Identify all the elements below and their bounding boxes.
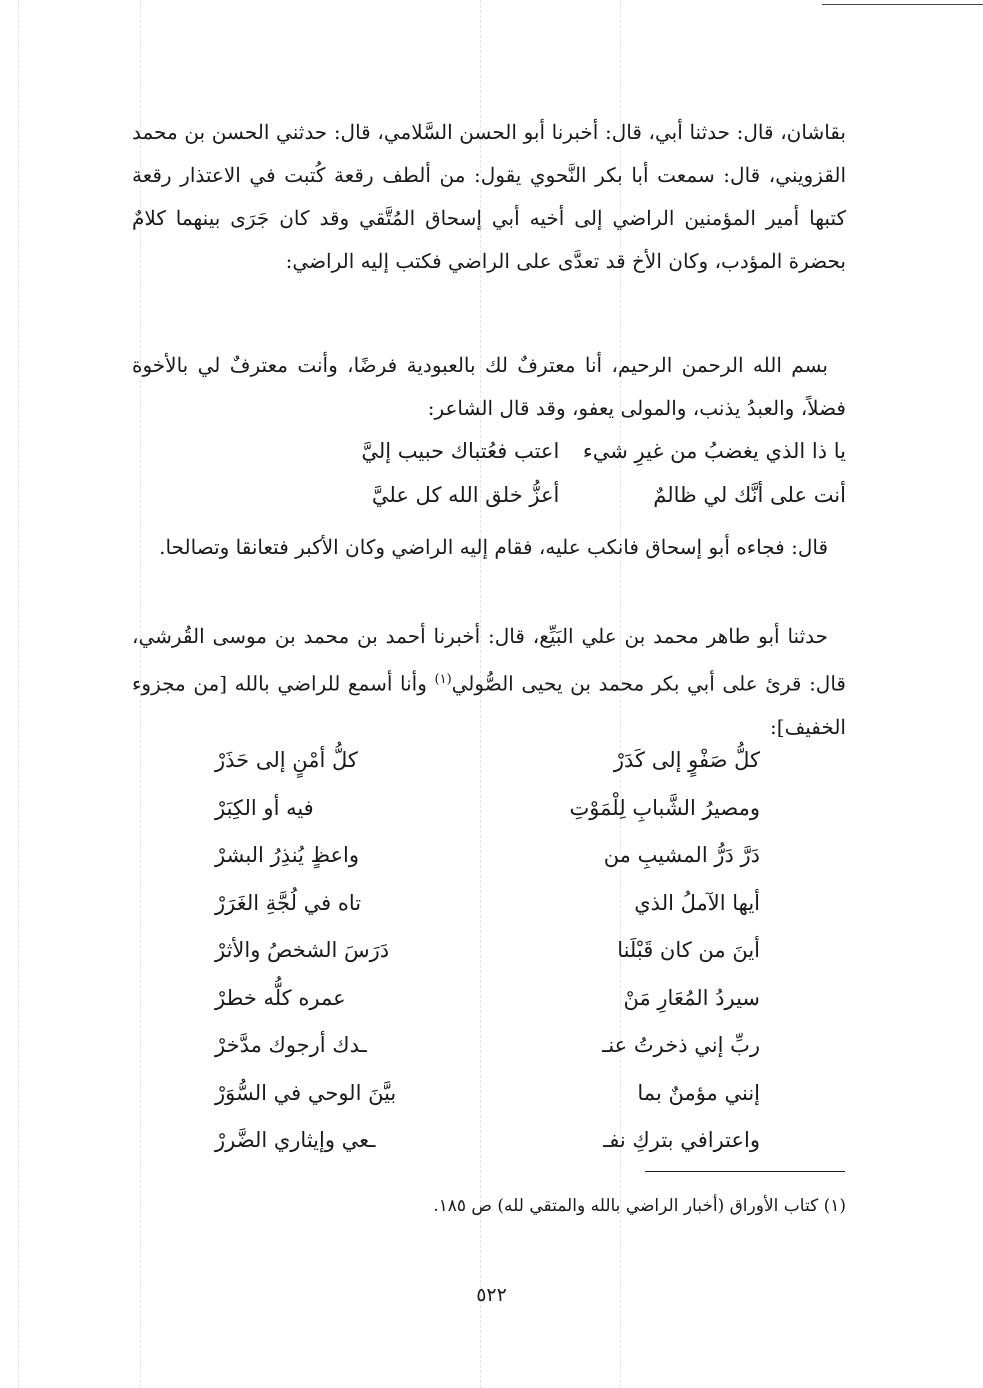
footnote: (١) كتاب الأوراق (أخبار الراضي بالله والمتقي لله) ص ١٨٥. xyxy=(433,1196,846,1216)
paragraph-text: بسم الله الرحمن الرحيم، أنا معترفٌ لك بالعبودية فرضًا، وأنت معترفٌ لي بالأخوة فضلاً، والعبدُ يذنب، والمولى يعفو، وقد قال الشاعر: xyxy=(132,353,846,420)
paragraph-text xyxy=(132,615,846,749)
paragraph-isnad-poem xyxy=(132,615,846,749)
poem-hemistich-first: إنني مؤمنٌ بما xyxy=(637,1080,760,1105)
verse-hemistich-first: أنت على أنَّك لي ظالمٌ xyxy=(653,483,846,507)
poem-line xyxy=(215,1081,760,1129)
poem-hemistich-second: كلُّ أمْنٍ إلى حَذَرْ xyxy=(215,748,358,772)
poem-hemistich-first: سيردُ المُعَارِ مَنْ xyxy=(623,985,760,1010)
paragraph-isnad-raqa xyxy=(132,111,846,283)
paragraph-text: بقاشان، قال: حدثنا أبي، قال: أخبرنا أبو الحسن السَّلامي، قال: حدثني الحسن بن محمد القزويني، قال: سمعت أبا بكر النَّحوي يقول: من ألطف رقعة كُتبت في الاعتذار رقعة كتبها أمير المؤمنين الراضي إلى أخيه أبي إسحاق المُتَّقي وقد كان جَرَى بينهما كلامٌ بحضرة المؤدب، وكان الأخ قد تعدَّى على الراضي فكتب إليه الراضي: xyxy=(132,120,847,273)
paragraph-text: قال: فجاءه أبو إسحاق فانكب عليه، فقام إليه الراضي وكان الأكبر فتعانقا وتصالحا. xyxy=(159,535,828,559)
paragraph-letter xyxy=(132,344,846,430)
poem-line xyxy=(215,986,760,1034)
poem-block xyxy=(215,748,760,1176)
poem-hemistich-second: تاه في لُجَّةِ الغَرَرْ xyxy=(215,890,362,915)
poem-hemistich-first: دَرَّ دَرُّ المشيبِ من xyxy=(603,843,760,867)
poem-hemistich-second: واعظٍ يُنذِرُ البشرْ xyxy=(215,843,360,867)
verse-hemistich-second: أعزُّ خلق الله كل عليَّ xyxy=(371,483,560,507)
verse-line xyxy=(150,474,846,518)
poem-hemistich-second: ـدك أرجوك مدَّخرْ xyxy=(215,1033,367,1057)
verse-hemistich-second: اعتب فعُتباك حبيب إليَّ xyxy=(361,439,560,463)
poem-line xyxy=(215,938,760,986)
paragraph-text-part: حدثنا أبو طاهر محمد بن علي البَيِّع، قال: أخبرنا أحمد بن محمد بن موسى القُرشي، قال: قرئ على أبي بكر محمد بن يحيى الصُّولي xyxy=(132,624,846,696)
poem-hemistich-second: بيَّنَ الوحي في السُّوَرْ xyxy=(215,1080,397,1105)
poem-line xyxy=(215,1128,760,1176)
footnote-marker: (١) xyxy=(434,672,452,687)
poem-line xyxy=(215,891,760,939)
page-number: ٥٢٢ xyxy=(476,1284,507,1306)
poem-line xyxy=(215,748,760,796)
top-edge-rule xyxy=(822,4,983,5)
footnote-separator xyxy=(645,1171,845,1172)
paragraph-reconciliation xyxy=(132,526,846,569)
poem-hemistich-second: دَرَسَ الشخصُ والأثرْ xyxy=(215,938,390,962)
poem-hemistich-second: فيه أو الكِبَرْ xyxy=(215,795,314,820)
poem-hemistich-second: عمره كلُّه خطرْ xyxy=(215,985,346,1010)
poem-hemistich-first: واعترافي بتركِ نفـ xyxy=(603,1128,760,1152)
poem-hemistich-second: ـعي وإيثاري الضَّررْ xyxy=(215,1128,376,1152)
verse-line xyxy=(150,430,846,474)
poem-line xyxy=(215,1033,760,1081)
paragraph-text-part: وأنا أسمع للراضي بالله [من مجزوء الخفيف]: xyxy=(132,671,846,739)
poem-hemistich-first: ربِّ إني ذخرتُ عنـ xyxy=(602,1033,760,1057)
poem-hemistich-first: كلُّ صَفْوٍ إلى كَدَرْ xyxy=(613,748,760,772)
poem-hemistich-first: أيها الآملُ الذي xyxy=(634,890,760,915)
verse-block-short xyxy=(150,430,846,518)
poem-line xyxy=(215,843,760,891)
poem-hemistich-first: ومصيرُ الشَّبابِ لِلْمَوْتِ xyxy=(569,795,760,820)
verse-hemistich-first: يا ذا الذي يغضبُ من غيرِ شيء xyxy=(582,439,846,463)
poem-line xyxy=(215,796,760,844)
poem-hemistich-first: أينَ من كان قَبْلَنا xyxy=(617,938,760,962)
scan-margin-guide xyxy=(18,0,19,1388)
